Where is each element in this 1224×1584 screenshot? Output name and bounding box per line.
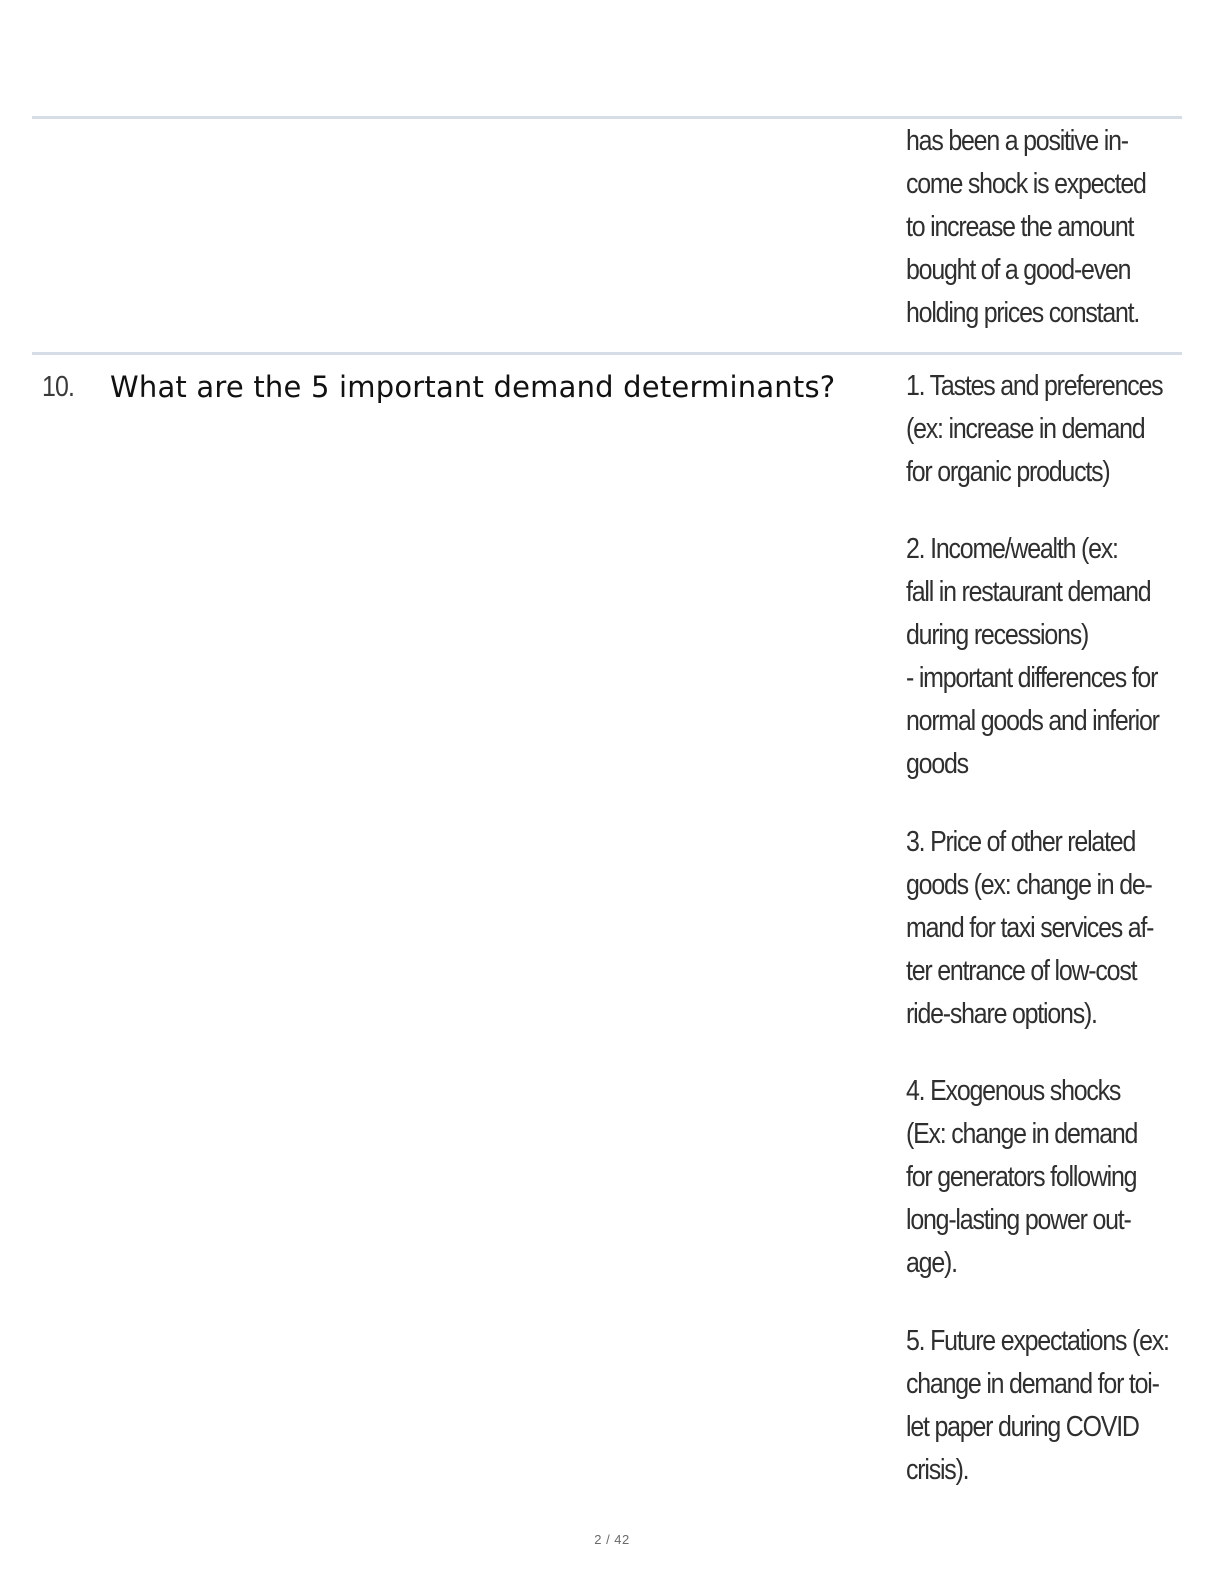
answer-line: 4. Exogenous shocks xyxy=(906,1075,1121,1107)
card-question: What are the 5 important demand determinants? xyxy=(110,370,836,404)
answer-line: (Ex: change in demand xyxy=(906,1118,1138,1150)
answer-line: come shock is expected xyxy=(906,168,1146,200)
answer-line: ride-share options). xyxy=(906,998,1097,1030)
answer-line: crisis). xyxy=(906,1454,969,1486)
answer-line: goods xyxy=(906,748,968,780)
answer-line: for generators following xyxy=(906,1161,1137,1193)
answer-line: ter entrance of low-cost xyxy=(906,955,1137,987)
answer-block-2 xyxy=(906,528,1164,786)
answer-line: long-lasting power out- xyxy=(906,1204,1131,1236)
answer-line: 3. Price of other related xyxy=(906,826,1136,858)
answer-block-4 xyxy=(906,1070,1164,1285)
answer-line: during recessions) xyxy=(906,619,1089,651)
answer-line: change in demand for toi- xyxy=(906,1368,1159,1400)
divider-top xyxy=(32,116,1182,119)
answer-line: to increase the amount xyxy=(906,211,1134,243)
divider-card-10 xyxy=(32,352,1182,355)
answer-line: normal goods and inferior xyxy=(906,705,1159,737)
answer-line: (ex: increase in demand xyxy=(906,413,1145,445)
answer-line: bought of a good-even xyxy=(906,254,1131,286)
answer-line: 1. Tastes and preferences xyxy=(906,370,1163,402)
answer-line: 2. Income/wealth (ex: xyxy=(906,533,1118,565)
answer-block-5 xyxy=(906,1320,1169,1492)
page-indicator: 2 / 42 xyxy=(594,1532,630,1547)
answer-line: let paper during COVID xyxy=(906,1411,1139,1443)
answer-line: mand for taxi services af- xyxy=(906,912,1154,944)
answer-line: - important differences for xyxy=(906,662,1158,694)
card-number: 10. xyxy=(42,371,75,403)
answer-block-3 xyxy=(906,821,1164,1036)
answer-block-1 xyxy=(906,365,1164,494)
answer-line: goods (ex: change in de- xyxy=(906,869,1152,901)
answer-line: 5. Future expectations (ex: xyxy=(906,1325,1169,1357)
answer-line: has been a positive in- xyxy=(906,125,1128,157)
answer-line: holding prices constant. xyxy=(906,297,1140,329)
continued-answer xyxy=(906,120,1146,335)
answer-line: fall in restaurant demand xyxy=(906,576,1151,608)
answer-line: age). xyxy=(906,1247,957,1279)
answer-line: for organic products) xyxy=(906,456,1110,488)
